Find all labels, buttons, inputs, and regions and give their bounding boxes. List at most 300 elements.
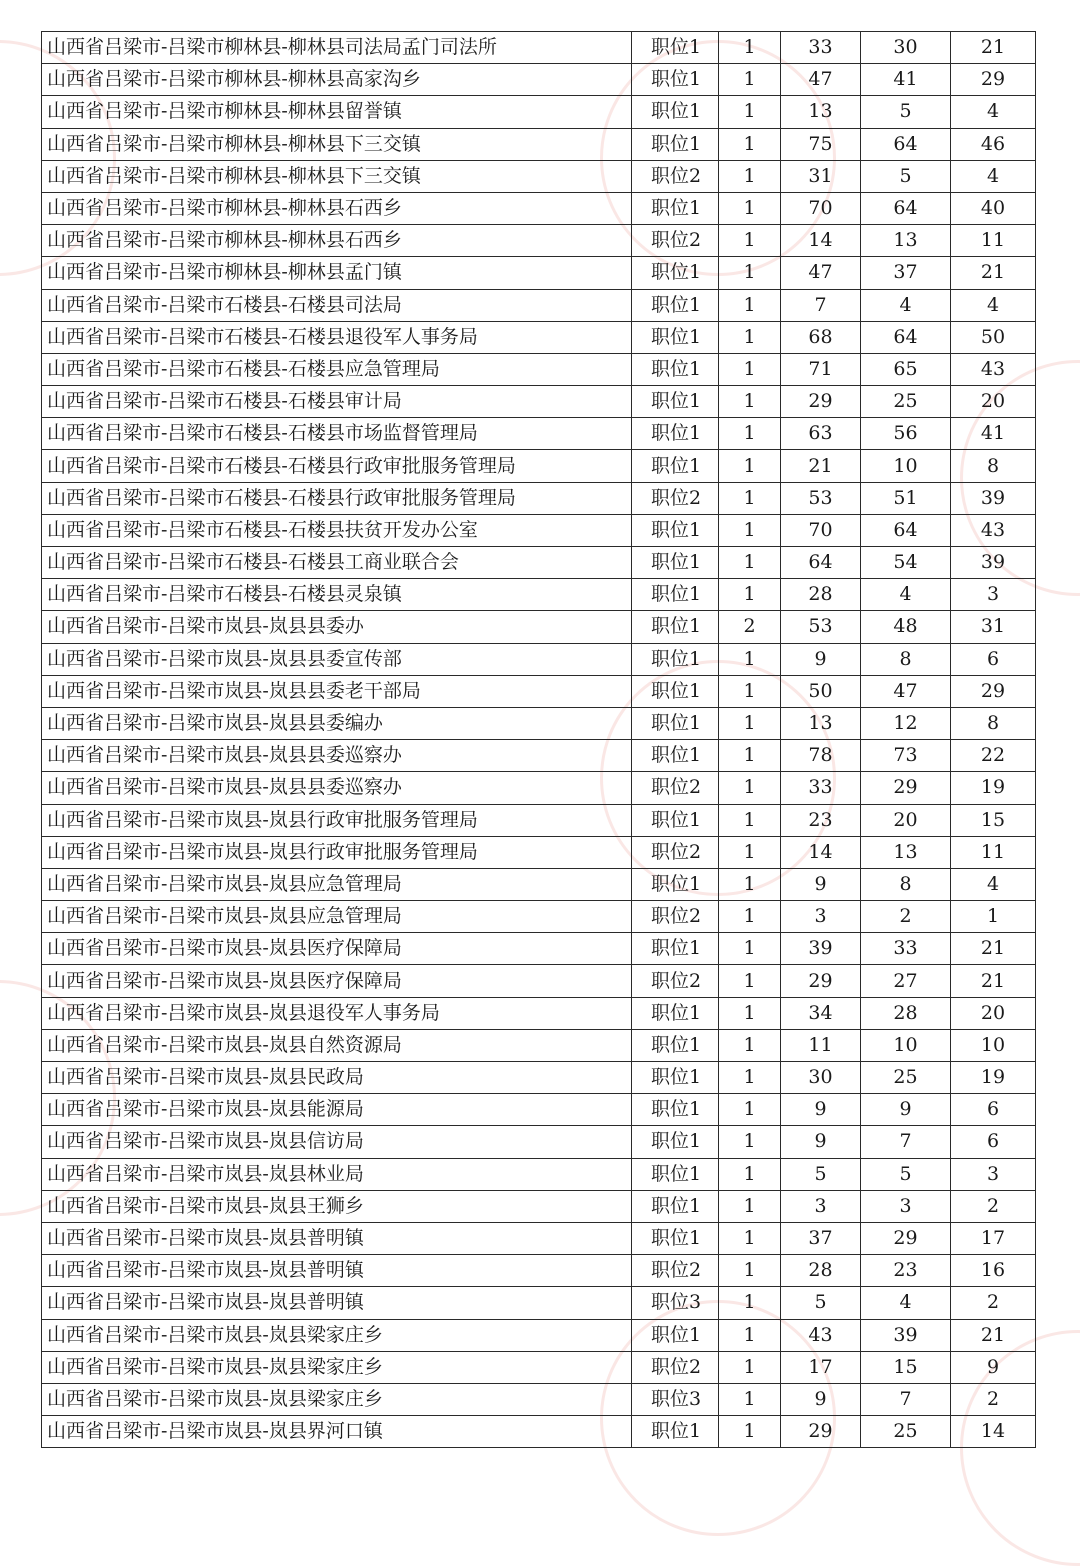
applicants-cell: 33 <box>781 772 861 804</box>
table-row <box>42 547 1036 579</box>
paid-cell: 8 <box>951 450 1036 482</box>
position-cell: 职位1 <box>632 64 719 96</box>
applicants-cell: 17 <box>781 1351 861 1383</box>
paid-cell: 1 <box>951 901 1036 933</box>
reviewed-cell: 64 <box>861 192 951 224</box>
table-row <box>42 579 1036 611</box>
applicants-cell: 28 <box>781 1255 861 1287</box>
applicants-cell: 33 <box>781 32 861 64</box>
table-row <box>42 933 1036 965</box>
reviewed-cell: 5 <box>861 160 951 192</box>
table-row <box>42 1094 1036 1126</box>
reviewed-cell: 27 <box>861 965 951 997</box>
reviewed-cell: 47 <box>861 675 951 707</box>
position-cell: 职位3 <box>632 1287 719 1319</box>
reviewed-cell: 20 <box>861 804 951 836</box>
paid-cell: 43 <box>951 353 1036 385</box>
table-row <box>42 418 1036 450</box>
quota-cell: 1 <box>719 514 781 546</box>
paid-cell: 11 <box>951 836 1036 868</box>
position-cell: 职位1 <box>632 353 719 385</box>
position-cell: 职位2 <box>632 965 719 997</box>
position-cell: 职位1 <box>632 289 719 321</box>
unit-name-cell: 山西省吕梁市-吕梁市柳林县-柳林县石西乡 <box>42 225 632 257</box>
applicants-cell: 3 <box>781 901 861 933</box>
paid-cell: 6 <box>951 1126 1036 1158</box>
quota-cell: 1 <box>719 547 781 579</box>
quota-cell: 1 <box>719 1158 781 1190</box>
applicants-cell: 9 <box>781 643 861 675</box>
table-row <box>42 997 1036 1029</box>
table-row <box>42 128 1036 160</box>
quota-cell: 1 <box>719 836 781 868</box>
quota-cell: 1 <box>719 740 781 772</box>
position-cell: 职位1 <box>632 611 719 643</box>
table-row <box>42 1255 1036 1287</box>
applicants-cell: 47 <box>781 257 861 289</box>
applicants-cell: 50 <box>781 675 861 707</box>
table-row <box>42 450 1036 482</box>
table-row <box>42 707 1036 739</box>
applicants-cell: 9 <box>781 1126 861 1158</box>
table-row <box>42 1158 1036 1190</box>
applicants-cell: 71 <box>781 353 861 385</box>
table-row <box>42 482 1036 514</box>
position-cell: 职位1 <box>632 804 719 836</box>
position-cell: 职位1 <box>632 868 719 900</box>
unit-name-cell: 山西省吕梁市-吕梁市岚县-岚县县委宣传部 <box>42 643 632 675</box>
applicants-cell: 29 <box>781 1416 861 1448</box>
paid-cell: 4 <box>951 289 1036 321</box>
applicants-cell: 39 <box>781 933 861 965</box>
quota-cell: 1 <box>719 868 781 900</box>
position-cell: 职位1 <box>632 997 719 1029</box>
reviewed-cell: 4 <box>861 1287 951 1319</box>
position-cell: 职位1 <box>632 257 719 289</box>
quota-cell: 1 <box>719 321 781 353</box>
table-row <box>42 1029 1036 1061</box>
position-cell: 职位1 <box>632 547 719 579</box>
reviewed-cell: 51 <box>861 482 951 514</box>
table-row <box>42 321 1036 353</box>
reviewed-cell: 39 <box>861 1319 951 1351</box>
applicants-cell: 9 <box>781 1094 861 1126</box>
quota-cell: 1 <box>719 1062 781 1094</box>
unit-name-cell: 山西省吕梁市-吕梁市岚县-岚县梁家庄乡 <box>42 1351 632 1383</box>
reviewed-cell: 64 <box>861 128 951 160</box>
table-row <box>42 675 1036 707</box>
reviewed-cell: 3 <box>861 1190 951 1222</box>
table-row <box>42 1126 1036 1158</box>
paid-cell: 21 <box>951 32 1036 64</box>
reviewed-cell: 10 <box>861 1029 951 1061</box>
paid-cell: 29 <box>951 675 1036 707</box>
table-row <box>42 611 1036 643</box>
position-cell: 职位1 <box>632 1126 719 1158</box>
quota-cell: 1 <box>719 901 781 933</box>
paid-cell: 6 <box>951 643 1036 675</box>
applicants-cell: 14 <box>781 225 861 257</box>
table-row <box>42 386 1036 418</box>
paid-cell: 20 <box>951 386 1036 418</box>
position-cell: 职位1 <box>632 1062 719 1094</box>
quota-cell: 1 <box>719 386 781 418</box>
table-row <box>42 868 1036 900</box>
unit-name-cell: 山西省吕梁市-吕梁市岚县-岚县退役军人事务局 <box>42 997 632 1029</box>
paid-cell: 2 <box>951 1287 1036 1319</box>
quota-cell: 1 <box>719 418 781 450</box>
paid-cell: 20 <box>951 997 1036 1029</box>
quota-cell: 1 <box>719 804 781 836</box>
paid-cell: 19 <box>951 772 1036 804</box>
unit-name-cell: 山西省吕梁市-吕梁市岚县-岚县王狮乡 <box>42 1190 632 1222</box>
unit-name-cell: 山西省吕梁市-吕梁市岚县-岚县行政审批服务管理局 <box>42 836 632 868</box>
table-row <box>42 353 1036 385</box>
table-row <box>42 772 1036 804</box>
quota-cell: 1 <box>719 707 781 739</box>
paid-cell: 43 <box>951 514 1036 546</box>
applicants-cell: 14 <box>781 836 861 868</box>
paid-cell: 9 <box>951 1351 1036 1383</box>
paid-cell: 31 <box>951 611 1036 643</box>
unit-name-cell: 山西省吕梁市-吕梁市石楼县-石楼县退役军人事务局 <box>42 321 632 353</box>
paid-cell: 39 <box>951 482 1036 514</box>
applicants-cell: 3 <box>781 1190 861 1222</box>
position-cell: 职位1 <box>632 386 719 418</box>
table-row <box>42 804 1036 836</box>
unit-name-cell: 山西省吕梁市-吕梁市柳林县-柳林县留誉镇 <box>42 96 632 128</box>
unit-name-cell: 山西省吕梁市-吕梁市石楼县-石楼县行政审批服务管理局 <box>42 482 632 514</box>
unit-name-cell: 山西省吕梁市-吕梁市石楼县-石楼县审计局 <box>42 386 632 418</box>
quota-cell: 1 <box>719 128 781 160</box>
position-cell: 职位2 <box>632 772 719 804</box>
paid-cell: 21 <box>951 1319 1036 1351</box>
position-cell: 职位1 <box>632 192 719 224</box>
applicants-cell: 9 <box>781 868 861 900</box>
unit-name-cell: 山西省吕梁市-吕梁市岚县-岚县县委巡察办 <box>42 740 632 772</box>
table-row <box>42 257 1036 289</box>
unit-name-cell: 山西省吕梁市-吕梁市岚县-岚县普明镇 <box>42 1255 632 1287</box>
position-cell: 职位2 <box>632 836 719 868</box>
applicants-cell: 29 <box>781 386 861 418</box>
position-cell: 职位2 <box>632 482 719 514</box>
quota-cell: 1 <box>719 353 781 385</box>
unit-name-cell: 山西省吕梁市-吕梁市岚县-岚县梁家庄乡 <box>42 1319 632 1351</box>
applicants-cell: 53 <box>781 611 861 643</box>
quota-cell: 1 <box>719 1351 781 1383</box>
unit-name-cell: 山西省吕梁市-吕梁市石楼县-石楼县应急管理局 <box>42 353 632 385</box>
unit-name-cell: 山西省吕梁市-吕梁市岚县-岚县医疗保障局 <box>42 933 632 965</box>
position-cell: 职位1 <box>632 933 719 965</box>
quota-cell: 1 <box>719 96 781 128</box>
position-cell: 职位1 <box>632 321 719 353</box>
quota-cell: 1 <box>719 1255 781 1287</box>
position-cell: 职位1 <box>632 1158 719 1190</box>
applicants-cell: 28 <box>781 579 861 611</box>
applicants-cell: 75 <box>781 128 861 160</box>
table-row <box>42 1351 1036 1383</box>
quota-cell: 1 <box>719 160 781 192</box>
paid-cell: 15 <box>951 804 1036 836</box>
position-cell: 职位1 <box>632 579 719 611</box>
paid-cell: 19 <box>951 1062 1036 1094</box>
quota-cell: 1 <box>719 643 781 675</box>
quota-cell: 1 <box>719 289 781 321</box>
unit-name-cell: 山西省吕梁市-吕梁市石楼县-石楼县灵泉镇 <box>42 579 632 611</box>
applicants-cell: 31 <box>781 160 861 192</box>
reviewed-cell: 30 <box>861 32 951 64</box>
reviewed-cell: 65 <box>861 353 951 385</box>
position-cell: 职位1 <box>632 128 719 160</box>
applicants-cell: 30 <box>781 1062 861 1094</box>
paid-cell: 4 <box>951 96 1036 128</box>
paid-cell: 41 <box>951 418 1036 450</box>
applicants-cell: 43 <box>781 1319 861 1351</box>
paid-cell: 8 <box>951 707 1036 739</box>
reviewed-cell: 48 <box>861 611 951 643</box>
position-cell: 职位2 <box>632 225 719 257</box>
position-cell: 职位2 <box>632 160 719 192</box>
table-row <box>42 1416 1036 1448</box>
reviewed-cell: 54 <box>861 547 951 579</box>
reviewed-cell: 10 <box>861 450 951 482</box>
table-row <box>42 901 1036 933</box>
applicants-cell: 29 <box>781 965 861 997</box>
paid-cell: 3 <box>951 579 1036 611</box>
reviewed-cell: 64 <box>861 321 951 353</box>
position-cell: 职位3 <box>632 1383 719 1415</box>
reviewed-cell: 41 <box>861 64 951 96</box>
applicants-cell: 7 <box>781 289 861 321</box>
quota-cell: 1 <box>719 933 781 965</box>
table-row <box>42 64 1036 96</box>
paid-cell: 6 <box>951 1094 1036 1126</box>
reviewed-cell: 8 <box>861 643 951 675</box>
reviewed-cell: 64 <box>861 514 951 546</box>
applicants-cell: 13 <box>781 96 861 128</box>
paid-cell: 3 <box>951 1158 1036 1190</box>
position-cell: 职位1 <box>632 675 719 707</box>
position-cell: 职位1 <box>632 1222 719 1254</box>
quota-cell: 1 <box>719 1190 781 1222</box>
applicants-cell: 21 <box>781 450 861 482</box>
table-row <box>42 32 1036 64</box>
paid-cell: 40 <box>951 192 1036 224</box>
unit-name-cell: 山西省吕梁市-吕梁市岚县-岚县民政局 <box>42 1062 632 1094</box>
quota-cell: 1 <box>719 225 781 257</box>
quota-cell: 1 <box>719 579 781 611</box>
table-row <box>42 1287 1036 1319</box>
applicants-cell: 64 <box>781 547 861 579</box>
table-row <box>42 740 1036 772</box>
position-cell: 职位1 <box>632 1094 719 1126</box>
reviewed-cell: 9 <box>861 1094 951 1126</box>
unit-name-cell: 山西省吕梁市-吕梁市柳林县-柳林县下三交镇 <box>42 160 632 192</box>
paid-cell: 10 <box>951 1029 1036 1061</box>
paid-cell: 14 <box>951 1416 1036 1448</box>
quota-cell: 1 <box>719 997 781 1029</box>
position-cell: 职位1 <box>632 1029 719 1061</box>
reviewed-cell: 5 <box>861 1158 951 1190</box>
reviewed-cell: 25 <box>861 386 951 418</box>
position-cell: 职位1 <box>632 514 719 546</box>
quota-cell: 1 <box>719 1416 781 1448</box>
quota-cell: 1 <box>719 1287 781 1319</box>
paid-cell: 50 <box>951 321 1036 353</box>
quota-cell: 1 <box>719 1319 781 1351</box>
position-cell: 职位1 <box>632 450 719 482</box>
quota-cell: 1 <box>719 32 781 64</box>
applicants-cell: 23 <box>781 804 861 836</box>
quota-cell: 1 <box>719 192 781 224</box>
unit-name-cell: 山西省吕梁市-吕梁市岚县-岚县能源局 <box>42 1094 632 1126</box>
position-cell: 职位2 <box>632 1255 719 1287</box>
reviewed-cell: 56 <box>861 418 951 450</box>
table-row <box>42 1383 1036 1415</box>
position-cell: 职位1 <box>632 96 719 128</box>
reviewed-cell: 33 <box>861 933 951 965</box>
applicants-cell: 13 <box>781 707 861 739</box>
quota-cell: 2 <box>719 611 781 643</box>
applicants-cell: 47 <box>781 64 861 96</box>
position-cell: 职位2 <box>632 901 719 933</box>
table-row <box>42 965 1036 997</box>
applicants-cell: 68 <box>781 321 861 353</box>
paid-cell: 16 <box>951 1255 1036 1287</box>
paid-cell: 4 <box>951 160 1036 192</box>
applicants-cell: 34 <box>781 997 861 1029</box>
table-row <box>42 514 1036 546</box>
reviewed-cell: 8 <box>861 868 951 900</box>
quota-cell: 1 <box>719 450 781 482</box>
table-row <box>42 289 1036 321</box>
paid-cell: 21 <box>951 257 1036 289</box>
applicants-cell: 78 <box>781 740 861 772</box>
reviewed-cell: 23 <box>861 1255 951 1287</box>
quota-cell: 1 <box>719 1383 781 1415</box>
applicants-cell: 37 <box>781 1222 861 1254</box>
table-row <box>42 192 1036 224</box>
paid-cell: 22 <box>951 740 1036 772</box>
applicants-cell: 63 <box>781 418 861 450</box>
reviewed-cell: 25 <box>861 1416 951 1448</box>
quota-cell: 1 <box>719 965 781 997</box>
reviewed-cell: 4 <box>861 579 951 611</box>
reviewed-cell: 2 <box>861 901 951 933</box>
reviewed-cell: 13 <box>861 225 951 257</box>
quota-cell: 1 <box>719 1222 781 1254</box>
unit-name-cell: 山西省吕梁市-吕梁市柳林县-柳林县孟门镇 <box>42 257 632 289</box>
applicants-cell: 9 <box>781 1383 861 1415</box>
table-row <box>42 1222 1036 1254</box>
paid-cell: 4 <box>951 868 1036 900</box>
position-cell: 职位1 <box>632 1190 719 1222</box>
unit-name-cell: 山西省吕梁市-吕梁市岚县-岚县医疗保障局 <box>42 965 632 997</box>
quota-cell: 1 <box>719 1126 781 1158</box>
unit-name-cell: 山西省吕梁市-吕梁市石楼县-石楼县扶贫开发办公室 <box>42 514 632 546</box>
unit-name-cell: 山西省吕梁市-吕梁市石楼县-石楼县行政审批服务管理局 <box>42 450 632 482</box>
position-cell: 职位1 <box>632 740 719 772</box>
reviewed-cell: 12 <box>861 707 951 739</box>
unit-name-cell: 山西省吕梁市-吕梁市岚县-岚县界河口镇 <box>42 1416 632 1448</box>
table-row <box>42 1062 1036 1094</box>
unit-name-cell: 山西省吕梁市-吕梁市岚县-岚县普明镇 <box>42 1287 632 1319</box>
paid-cell: 2 <box>951 1190 1036 1222</box>
reviewed-cell: 13 <box>861 836 951 868</box>
unit-name-cell: 山西省吕梁市-吕梁市石楼县-石楼县司法局 <box>42 289 632 321</box>
reviewed-cell: 73 <box>861 740 951 772</box>
unit-name-cell: 山西省吕梁市-吕梁市岚县-岚县县委巡察办 <box>42 772 632 804</box>
applicants-cell: 5 <box>781 1287 861 1319</box>
reviewed-cell: 7 <box>861 1383 951 1415</box>
unit-name-cell: 山西省吕梁市-吕梁市石楼县-石楼县工商业联合会 <box>42 547 632 579</box>
table-row <box>42 96 1036 128</box>
unit-name-cell: 山西省吕梁市-吕梁市岚县-岚县信访局 <box>42 1126 632 1158</box>
applicants-cell: 11 <box>781 1029 861 1061</box>
table-body <box>42 32 1036 1448</box>
position-cell: 职位1 <box>632 643 719 675</box>
unit-name-cell: 山西省吕梁市-吕梁市柳林县-柳林县石西乡 <box>42 192 632 224</box>
unit-name-cell: 山西省吕梁市-吕梁市柳林县-柳林县下三交镇 <box>42 128 632 160</box>
applicants-cell: 53 <box>781 482 861 514</box>
table-row <box>42 1319 1036 1351</box>
quota-cell: 1 <box>719 1094 781 1126</box>
applicants-cell: 70 <box>781 192 861 224</box>
unit-name-cell: 山西省吕梁市-吕梁市柳林县-柳林县高家沟乡 <box>42 64 632 96</box>
paid-cell: 21 <box>951 965 1036 997</box>
paid-cell: 46 <box>951 128 1036 160</box>
table-row <box>42 160 1036 192</box>
reviewed-cell: 4 <box>861 289 951 321</box>
quota-cell: 1 <box>719 772 781 804</box>
reviewed-cell: 15 <box>861 1351 951 1383</box>
quota-cell: 1 <box>719 482 781 514</box>
quota-cell: 1 <box>719 1029 781 1061</box>
paid-cell: 11 <box>951 225 1036 257</box>
reviewed-cell: 5 <box>861 96 951 128</box>
unit-name-cell: 山西省吕梁市-吕梁市岚县-岚县应急管理局 <box>42 901 632 933</box>
reviewed-cell: 29 <box>861 1222 951 1254</box>
quota-cell: 1 <box>719 64 781 96</box>
reviewed-cell: 25 <box>861 1062 951 1094</box>
table-row <box>42 643 1036 675</box>
unit-name-cell: 山西省吕梁市-吕梁市岚县-岚县县委办 <box>42 611 632 643</box>
unit-name-cell: 山西省吕梁市-吕梁市岚县-岚县普明镇 <box>42 1222 632 1254</box>
reviewed-cell: 28 <box>861 997 951 1029</box>
position-cell: 职位1 <box>632 418 719 450</box>
reviewed-cell: 29 <box>861 772 951 804</box>
quota-cell: 1 <box>719 257 781 289</box>
quota-cell: 1 <box>719 675 781 707</box>
unit-name-cell: 山西省吕梁市-吕梁市柳林县-柳林县司法局孟门司法所 <box>42 32 632 64</box>
position-cell: 职位2 <box>632 1351 719 1383</box>
table-row <box>42 225 1036 257</box>
unit-name-cell: 山西省吕梁市-吕梁市岚县-岚县自然资源局 <box>42 1029 632 1061</box>
paid-cell: 29 <box>951 64 1036 96</box>
paid-cell: 17 <box>951 1222 1036 1254</box>
paid-cell: 2 <box>951 1383 1036 1415</box>
table-row <box>42 836 1036 868</box>
paid-cell: 21 <box>951 933 1036 965</box>
applicants-cell: 5 <box>781 1158 861 1190</box>
unit-name-cell: 山西省吕梁市-吕梁市岚县-岚县县委老干部局 <box>42 675 632 707</box>
unit-name-cell: 山西省吕梁市-吕梁市岚县-岚县梁家庄乡 <box>42 1383 632 1415</box>
unit-name-cell: 山西省吕梁市-吕梁市石楼县-石楼县市场监督管理局 <box>42 418 632 450</box>
reviewed-cell: 37 <box>861 257 951 289</box>
unit-name-cell: 山西省吕梁市-吕梁市岚县-岚县应急管理局 <box>42 868 632 900</box>
position-cell: 职位1 <box>632 32 719 64</box>
paid-cell: 39 <box>951 547 1036 579</box>
